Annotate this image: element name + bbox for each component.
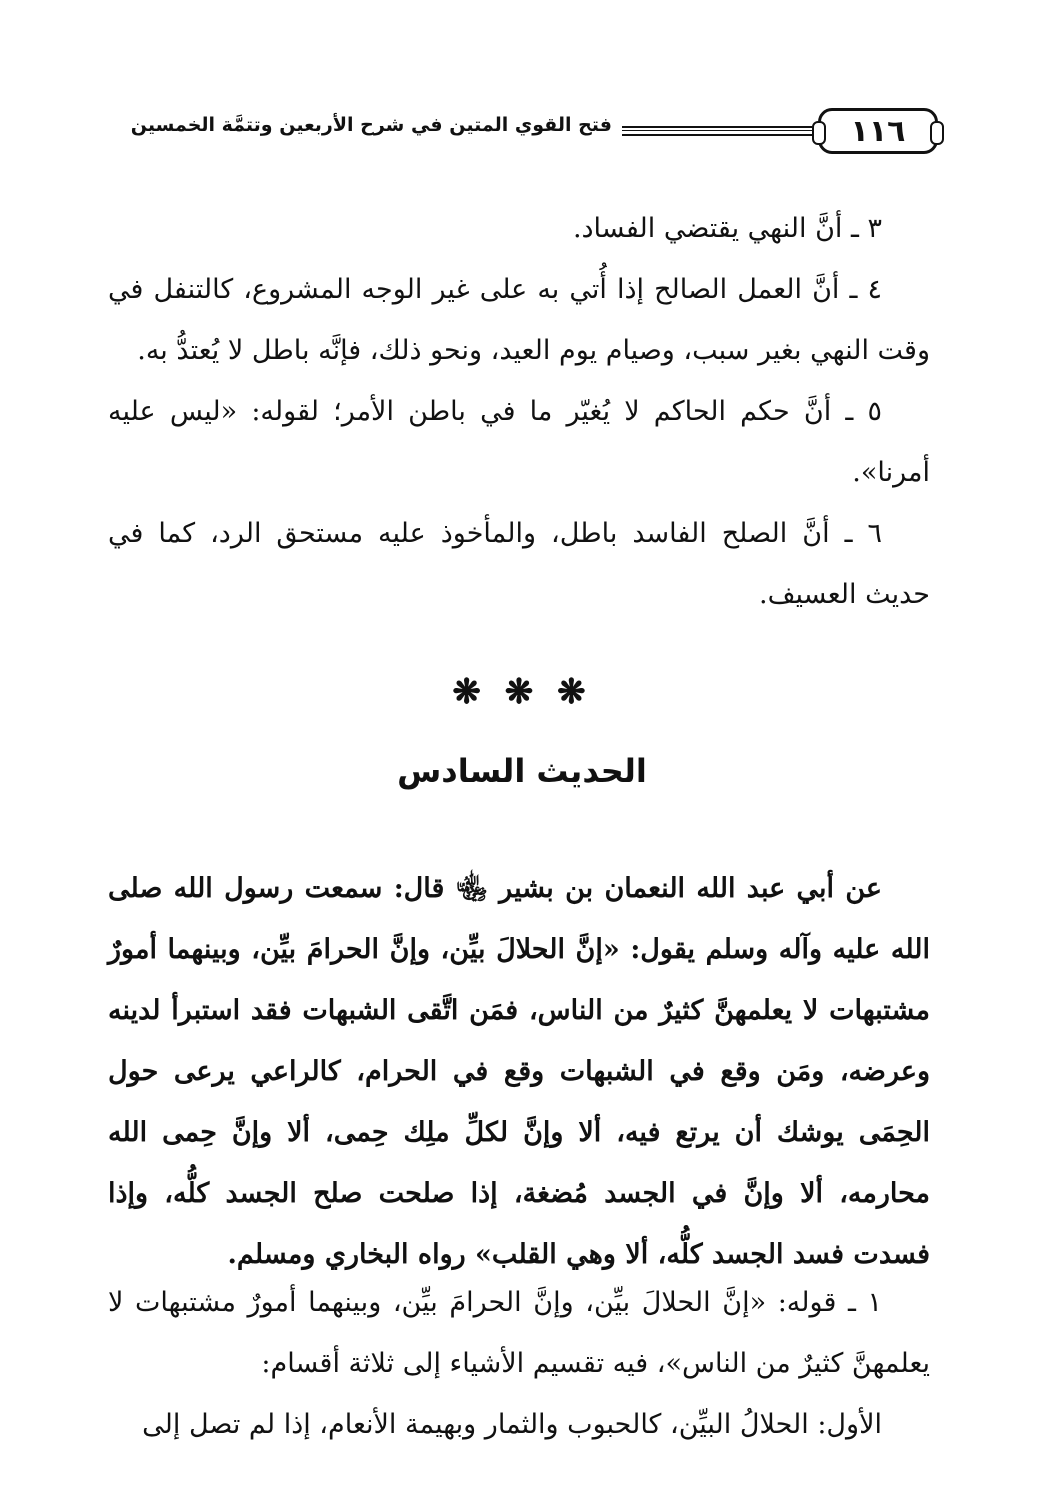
page-number: ١١٦ bbox=[818, 108, 938, 154]
section-separator: ❋ ❋ ❋ bbox=[452, 672, 592, 712]
points-list-top bbox=[108, 198, 930, 625]
point-3: ٣ ـ أنَّ النهي يقتضي الفساد. bbox=[572, 213, 882, 244]
book-title: فتح القوي المتين في شرح الأربعين وتتمَّة الخمسين bbox=[130, 114, 612, 136]
header-ornament-rule bbox=[622, 126, 812, 136]
point-6: ٦ ـ أنَّ الصلح الفاسد باطل، والمأخوذ عليه مستحق الرد، كما في حديث العسيف. bbox=[108, 518, 930, 610]
page-header bbox=[108, 108, 938, 160]
hadith-heading: الحديث السادس bbox=[397, 752, 647, 790]
point-1: ١ ـ قوله: «إنَّ الحلالَ بيِّن، وإنَّ الحرامَ بيِّن، وبينهما أمورٌ مشتبهات لا يعلمهنَّ كثيرٌ من الناس»، فيه تقسيم الأشياء إلى ثلاثة أقسام: bbox=[108, 1287, 930, 1379]
point-first-category: الأول: الحلالُ البيِّن، كالحبوب والثمار وبهيمة الأنعام، إذا لم تصل إلى bbox=[142, 1409, 882, 1440]
point-5: ٥ ـ أنَّ حكم الحاكم لا يُغيّر ما في باطن الأمر؛ لقوله: «ليس عليه أمرنا». bbox=[108, 396, 930, 488]
hadith-text: عن أبي عبد الله النعمان بن بشير ﵄ قال: سمعت رسول الله صلى الله عليه وآله وسلم يقول: «إنَّ الحلالَ بيِّن، وإنَّ الحرامَ بيِّن، وبينهما أمورٌ مشتبهات لا يعلمهنَّ كثيرٌ من الناس، فمَن اتَّقى الشبهات فقد استبرأ لدينه وعرضه، ومَن وقع في الشبهات وقع في الحرام، كالراعي يرعى حول الحِمَى يوشك أن يرتع فيه، ألا وإنَّ لكلِّ ملِك حِمى، ألا وإنَّ حِمى الله محارمه، ألا وإنَّ في الجسد مُضغة، إذا صلحت صلح الجسد كلُّه، وإذا فسدت فسد الجسد كلُّه، ألا وهي القلب» رواه البخاري ومسلم. bbox=[108, 873, 930, 1270]
points-list-bottom bbox=[108, 1272, 930, 1455]
hadith-text-block bbox=[108, 858, 930, 1285]
point-4: ٤ ـ أنَّ العمل الصالح إذا أُتي به على غير الوجه المشروع، كالتنفل في وقت النهي بغير سبب، وصيام يوم العيد، ونحو ذلك، فإنَّه باطل لا يُعتدُّ به. bbox=[108, 274, 930, 366]
